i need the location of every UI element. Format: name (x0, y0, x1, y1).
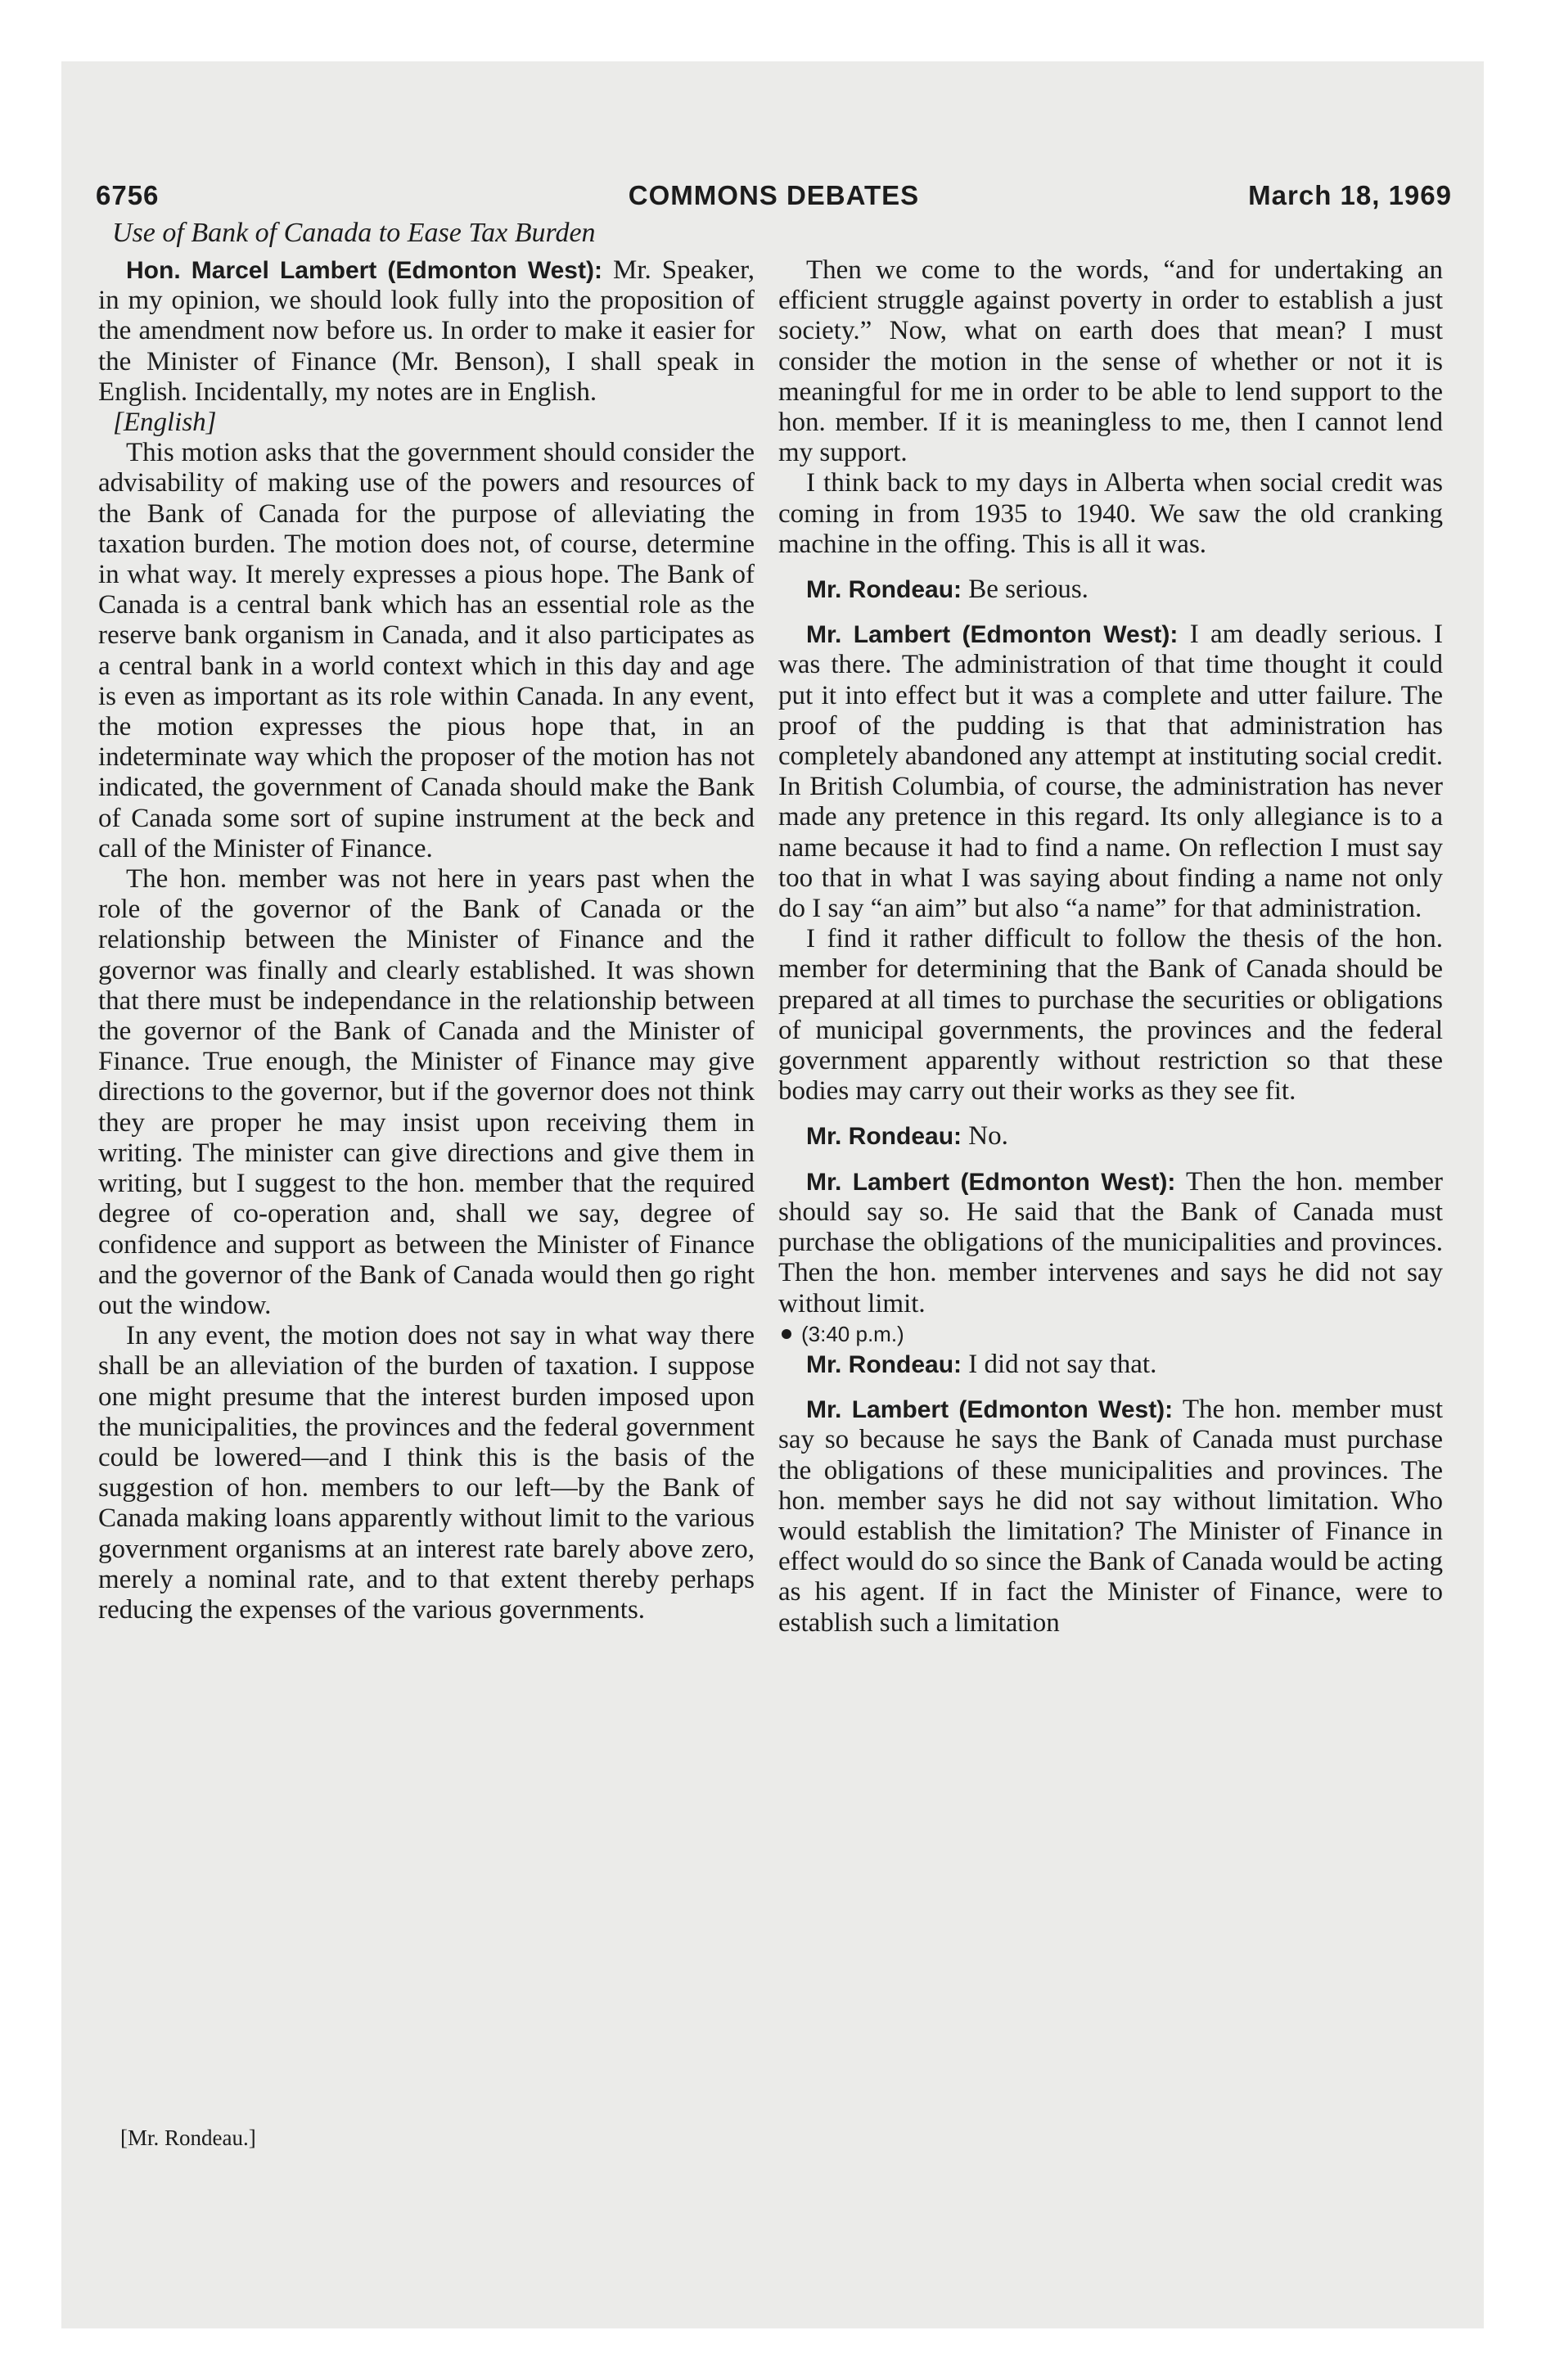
paragraph-text: Then the hon. member should say so. He said that the Bank of Canada must purchase the obligations of the municipalities and provinces. Then the hon. member intervenes and says he did not say without limit. (778, 1166, 1443, 1318)
page-number: 6756 (96, 180, 160, 210)
paragraph (778, 1121, 1443, 1152)
paragraph-text: The hon. member must say so because he says the Bank of Canada must purchase the obligations of these municipalities and provinces. The hon. member says he did not say without limitation. Who would establish the limitation? The Minister of Finance in effect would do so since the Bank of Canada would be acting as his agent. If in fact the Minister of Finance, were to establish such a limitation (778, 1395, 1443, 1638)
speaker-name: Mr. Lambert (Edmonton West): (806, 1168, 1176, 1196)
left-column (98, 255, 755, 1625)
page-date: March 18, 1969 (1248, 180, 1452, 210)
time-stamp-text: (3:40 p.m.) (801, 1321, 904, 1346)
paragraph (778, 575, 1443, 605)
speaker-name: Mr. Rondeau: (806, 1123, 962, 1151)
speaker-name: Mr. Rondeau: (806, 576, 962, 604)
paragraph (778, 1167, 1443, 1319)
language-note: [English] (113, 408, 217, 438)
speaker-name: Mr. Rondeau: (806, 1350, 962, 1378)
paragraph: The hon. member was not here in years past when the role of the governor of the Bank of Canada or the relationship between the Minister of Finance and the governor was finally and clearly established. It was shown that there must be independance in the relationship between the governor of the Bank of Canada and the Minister of Finance. True enough, the Minister of Finance may give directions to the governor, but if the governor does not think they are proper he may insist upon receiving them in writing. The minister can give directions and give them in writing, but I suggest to the hon. member that the required degree of co-operation and, shall we say, degree of confidence and support as between the Minister of Finance and the governor of the Bank of Canada would then go right out the window. (98, 864, 755, 1320)
paragraph: This motion asks that the government should consider the advisability of making use of the powers and resources of the Bank of Canada for the purpose of alleviating the taxation burden. The motion does not, of course, determine in what way. It merely expresses a pious hope. The Bank of Canada is a central bank which has an essential role as the reserve bank organism in Canada, and it also participates as a central bank in a world context which in this day and age is even as important as its role within Canada. In any event, the motion expresses the pious hope that, in an indeterminate way which the proposer of the motion has not indicated, the government of Canada should make the Bank of Canada some sort of supine instrument at the beck and call of the Minister of Finance. (98, 438, 755, 863)
paragraph: I find it rather difficult to follow the thesis of the hon. member for determining that the Bank of Canada should be prepared at all times to purchase the securities or obligations of municipal governments, the provinces and the federal government apparently without restriction so that these bodies may carry out their works as they see fit. (778, 924, 1443, 1107)
speaker-name: Mr. Lambert (Edmonton West): (806, 1396, 1174, 1424)
paragraph-text: I did not say that. (962, 1349, 1157, 1379)
right-column (778, 255, 1443, 1639)
paragraph: Then we come to the words, “and for undertaking an efficient struggle against poverty in order to establish a just society.” Now, what on earth does that mean? I must consider the motion in the sense of whether or not it is meaningful for me in order to be able to lend support to the hon. member. If it is meaningless to me, then I cannot lend my support. (778, 255, 1443, 468)
footer-note: [Mr. Rondeau.] (120, 2125, 256, 2150)
paragraph (778, 1395, 1443, 1639)
bullet-icon (782, 1329, 791, 1339)
paragraph: I think back to my days in Alberta when social credit was coming in from 1935 to 1940. We saw the old cranking machine in the offing. This is all it was. (778, 468, 1443, 559)
publication-title: COMMONS DEBATES (628, 180, 920, 210)
paragraph-text: I am deadly serious. I was there. The administration of that time thought it could put it into effect but it was a complete and utter failure. The proof of the pudding is that that administration has completely abandoned any attempt at instituting social credit. In British Columbia, of course, the administration has never made any pretence in this regard. Its only allegiance is to a name because it had to find a name. On reflection I must say too that in what I was saying about finding a name not only do I say “an aim” but also “a name” for that administration. (778, 620, 1443, 924)
paragraph (778, 620, 1443, 924)
paragraph-text: No. (962, 1121, 1008, 1152)
paragraph-text: Be serious. (962, 575, 1089, 605)
speaker-name: Mr. Lambert (Edmonton West): (806, 621, 1179, 649)
paragraph: In any event, the motion does not say in what way there shall be an alleviation of the burden of taxation. I suppose one might presume that the interest burden imposed upon the municipalities, the provinces and the federal government could be lowered—and I think this is the basis of the suggestion of hon. members to our left—by the Bank of Canada making loans apparently without limit to the various government organisms at an interest rate barely above zero, merely a nominal rate, and to that extent thereby perhaps reducing the expenses of the various governments. (98, 1321, 755, 1625)
section-subtitle: Use of Bank of Canada to Ease Tax Burden (112, 218, 596, 248)
speaker-name: Hon. Marcel Lambert (Edmonton West): (126, 257, 602, 284)
paragraph (778, 1350, 1443, 1380)
running-header (96, 180, 1452, 218)
paragraph-text: Mr. Speaker, in my opinion, we should look fully into the proposition of the amendment now before us. In order to make it easier for the Minister of Finance (Mr. Benson), I shall speak in English. Incidentally, my notes are in English. (98, 255, 755, 407)
time-stamp (778, 1319, 1443, 1350)
paragraph (98, 255, 755, 408)
